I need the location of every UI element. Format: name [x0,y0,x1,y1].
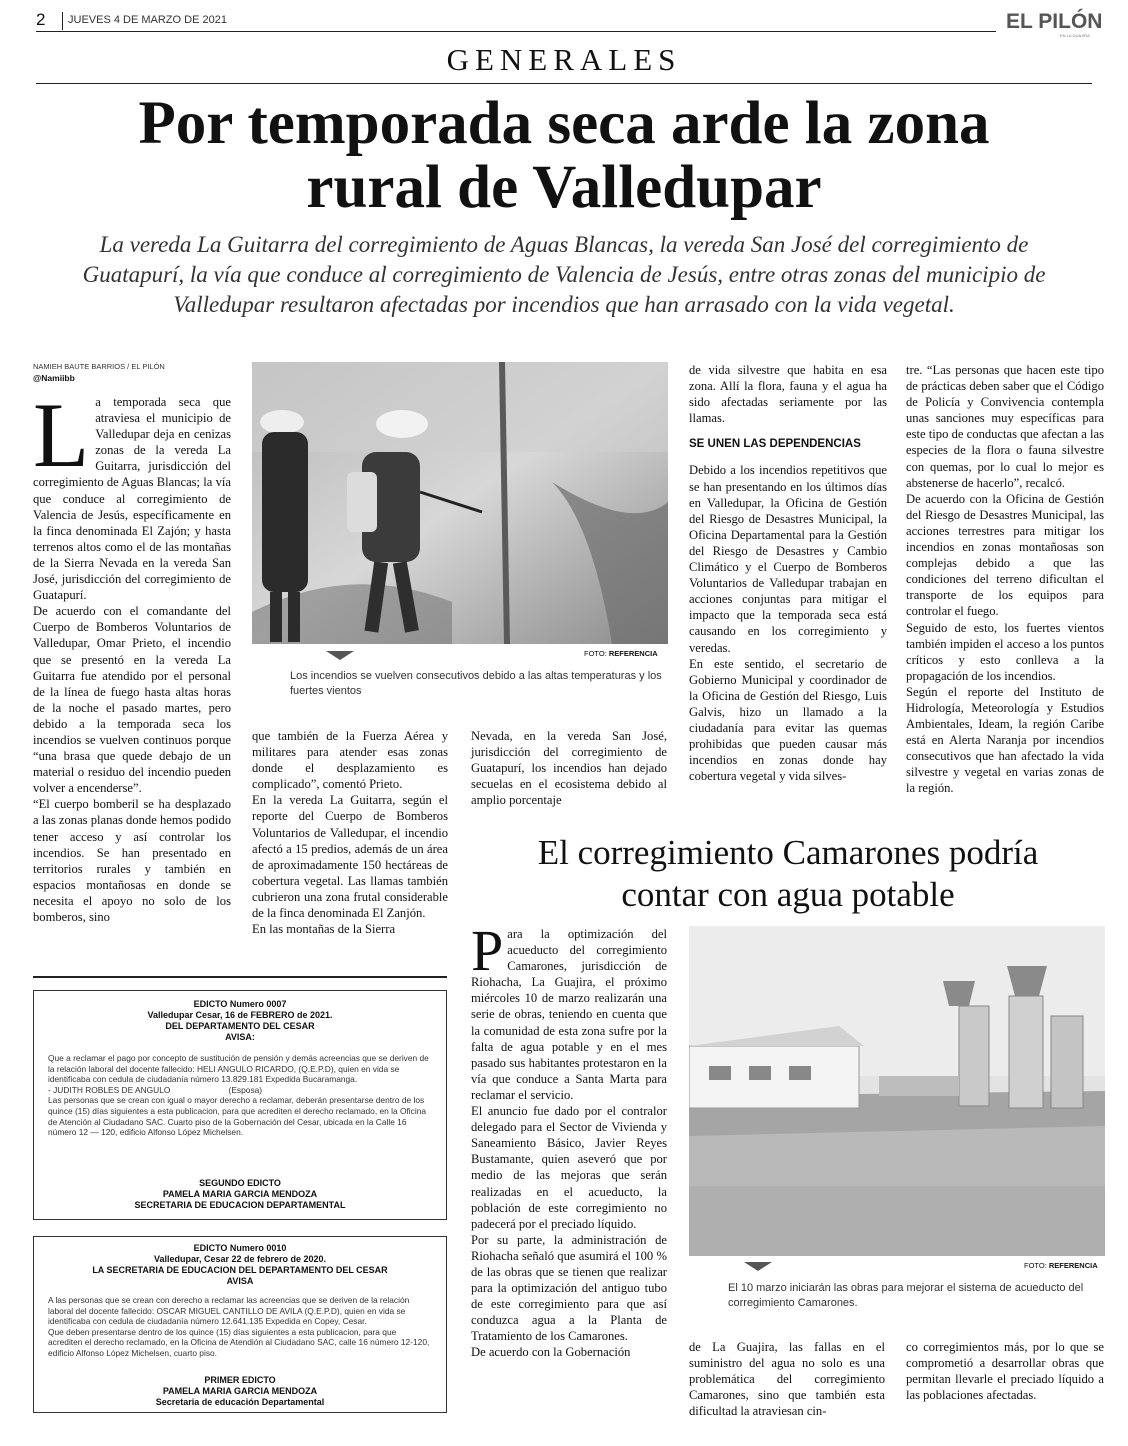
photo2-credit [1024,1261,1098,1270]
headline-line: El corregimiento Camarones podría [537,833,1039,872]
dropcap: L [33,384,90,486]
byline: NAMIEH BAUTE BARRIOS / EL PILÓN [33,362,165,371]
page-number: 2 [36,10,46,29]
paragraph: El anuncio fue dado por el contralor delegado para el Sector de Vivienda y Saneamiento Básico, Javier Reyes Bustamante, quien aseveró que por medio de las mejoras que serán realizadas en el acueducto, la población de este corregimiento no padecerá por el preciado líquido. [471,1104,667,1231]
edicto-signature: PRIMER EDICTO [204,1374,276,1385]
header-divider [62,12,63,30]
photo-credit-label: FOTO: [1024,1261,1047,1270]
article1-column-3 [471,728,667,808]
paragraph: de vida silvestre que habita en esa zona. Allí la flora, fauna y el agua ha sido afectadas seriamente por las llamas. [689,363,887,426]
edicto-place-date: Valledupar, Cesar 22 de febrero de 2020. [153,1254,327,1264]
edicto-signature: PAMELA MARIA GARCIA MENDOZA [162,1188,318,1199]
edicto-title: EDICTO Numero 0007 [193,999,287,1009]
edicto-signature: Secretaria de educación Departamental [155,1396,325,1407]
issue-date: JUEVES 4 DE MARZO DE 2021 [68,14,227,26]
edicto-avisa: AVISA: [225,1032,255,1042]
edicto-signature: PAMELA MARIA GARCIA MENDOZA [162,1385,318,1396]
article1-column-1 [33,384,231,925]
article1-deck: La vereda La Guitarra del corregimiento de Aguas Blancas, la vereda San José del corregimiento de Guatapurí, la vía que conduce al corregimiento de Valencia de Jesús, entre otras zonas del municipio de Valledupar resultaron afectadas por incendios que han arrasado con la vida vegetal. [82,232,1046,317]
paragraph: co corregimientos más, por lo que se comprometió a desarrollar obras que permitan llevarle el preciado líquido a las poblaciones afectadas. [906,1340,1104,1403]
photo-credit-label: FOTO: [584,649,607,658]
edicto-signature: SECRETARIA DE EDUCACION DEPARTAMENTAL [134,1199,346,1210]
caption-pointer-icon [744,1262,772,1271]
paragraph: de La Guajira, las fallas en el suministro del agua no solo es una problemática del corregimiento Camarones, sino que también esta dificultad la atraviesan cin- [689,1340,885,1419]
paragraph: ara la optimización del acueducto del corregimiento Camarones, jurisdicción de Riohacha, La Guajira, el próximo miércoles 10 de marzo realizarán una serie de obras, teniendo en cuenta que la comunidad de esta zona sufre por la falta de agua potable y en el mes pasado sus habitantes protestaron en la vía que conduce a Santa Marta para reclamar el servicio. [471,927,667,1102]
paragraph: En la vereda La Guitarra, según el reporte del Cuerpo de Bomberos Voluntarios de Valledupar, el incendio afectó a 15 predios, además de un área de aproximadamente 150 hectáreas de cobertura vegetal. Las llamas también cubrieron una zona frutal considerable de la finca denominada El Zanjón. [252,793,448,921]
firefighters-photo [252,362,668,644]
article1-column-4 [689,362,887,784]
edicto-0007 [33,990,447,1220]
paragraph: Según el reporte del Instituto de Hidrología, Meteorología y Estudios Ambientales, Ideam, la región Caribe está en Alerta Naranja por incendios consecutivos que han afectado la vida silvestre y vegetal en varias zonas de la región. [906,684,1104,796]
paragraph: Por su parte, la administración de Riohacha señaló que asumirá el 100 % de las obras que se tienen que realizar para la optimización del antiguo tubo de este corregimiento para que así conduzca agua a la Planta de Tratamiento de los Camarones. [471,1232,667,1344]
headline-line: Por temporada seca arde la zona [138,90,990,157]
edicto-title: EDICTO Numero 0010 [193,1243,287,1253]
paragraph: “El cuerpo bomberil se ha desplazado a las zonas planas donde hemos podido tener acceso y así controlar los incendios. Se han presentado en territorios rurales y también en espacios montañosas en donde se necesita el apoyo no solo de los bomberos, sino [33,797,231,924]
paragraph: En las montañas de la Sierra [252,922,396,937]
photo-credit-value: REFERENCIA [608,649,658,658]
edicto-0010 [33,1236,447,1413]
edicto-signature: SEGUNDO EDICTO [199,1177,281,1188]
edicto-paragraph: Que a reclamar el pago por concepto de sustitución de pensión y demás acreencias que se deriven de la relación laboral del docente fallecido: HELI ANGULO RICARDO, (Q.E.P.D), quien en vida se identificaba con cedula de ciudadanía número 13.829.181 Expedida Bucaramanga. [48,1053,429,1085]
edicto-rule [33,976,447,978]
paragraph: que también de la Fuerza Aérea y militares para atender esas zonas donde el desplazamiento es complicado”, comentó Prieto. [252,729,448,792]
article2-column-3 [906,1339,1104,1403]
edicto-department: DEL DEPARTAMENTO DEL CESAR [165,1021,315,1031]
article1-headline [0,92,1128,220]
article2-headline [468,832,1108,916]
paragraph: De acuerdo con la Oficina de Gestión del Riesgo de Desastres Municipal, las acciones terrestres para mitigar los incendios en zonas montañosas son complejas debido a que las condiciones del terreno dificultan el transporte de los equipos para controlar el fuego. [906,491,1104,619]
paragraph: En este sentido, el secretario de Gobierno Municipal y coordinador de la Oficina de Gestión del Riesgo, Luis Galvis, hizo un llamado a la ciudadanía para evitar las quemas prohibidas que pueden causar más incendios en zonas donde hay cobertura vegetal y vida silves- [689,656,887,784]
dropcap: P [471,918,504,983]
subheading: SE UNEN LAS DEPENDENCIAS [689,438,861,451]
paragraph: Debido a los incendios repetitivos que se han presentando en los últimos días en Valledupar, la Oficina de Gestión del Riesgo de Desastres Municipal, la Oficina Departamental para la Gestión del Riesgo de Desastres y Cambio Climático y el Cuerpo de Bomberos Voluntarios de Valledupar trabajan en acciones conjuntas para mitigar el impacto que la temporada seca está causando en los corregimiento y veredas. [689,463,887,655]
headline-line: rural de Valledupar [306,154,822,221]
edicto-paragraph: Que deben presentarse dentro de los quince (15) días siguientes a esta publicacion, para que acrediten el derecho reclamado, en la Oficina de Atendión al Ciudadano SAC, calle 16 número 12-120, edificio Alfonso López Michelsen, cuarto piso. [48,1326,430,1358]
paragraph: Nevada, en la vereda San José, jurisdicción del corregimiento de Guatapurí, los incendios han dejado secuelas en el ecosistema debido al amplio porcentaje [471,729,667,808]
aqueduct-photo-image [689,926,1105,1256]
paragraph: De acuerdo con la Gobernación [471,1345,631,1360]
section-rule [36,83,1092,84]
article1-column-5 [906,362,1104,797]
header-rule [36,31,996,32]
headline-line: contar con agua potable [621,875,955,914]
photo1-credit [584,649,658,658]
edicto-paragraph: Las personas que se crean con igual o mayor derecho a reclamar, deberán presentarse dentro de los quince (15) días siguientes a esta publicacion, para que acrediten el derecho reclamado, en la Oficina de Atención al Ciudadano SAC. Cuarto piso de la Gobernación del Cesar, ubicada en la Calle 16 número 12 — 120, edificio Alfonso López Michelsen. [48,1095,427,1138]
edicto-department: LA SECRETARIA DE EDUCACION DEL DEPARTAMENTO DEL CESAR [92,1265,388,1275]
photo1-caption: Los incendios se vuelven consecutivos debido a las altas temperaturas y los fuertes vientos [290,670,662,697]
edicto-place-date: Valledupar Cesar, 16 de FEBRERO de 2021. [147,1010,333,1020]
article2-column-1 [471,918,667,1361]
masthead-logo: EL PILÓN [1006,10,1103,33]
firefighters-photo-image [252,362,668,644]
article2-column-2 [689,1339,885,1419]
paragraph: Seguido de esto, los fuertes vientos también impiden el acceso a los puntos críticos y esto conlleva a la propagación de los incendios. [906,620,1104,683]
article1-column-2 [252,728,448,937]
paragraph: tre. “Las personas que hacen este tipo de prácticas deben saber que el Código de Policía y Convivencia contempla unas sanciones muy específicas para este tipo de conductas que afectan a las especies de la flora o fauna silvestre con quemas, por lo cual lo mejor es abstenerse de hacerlo”, recalcó. [906,363,1104,490]
caption-pointer-icon [326,651,354,660]
edicto-paragraph: A las personas que se crean con derecho a reclamar las acreencias que se deriven de la relación laboral del docente fallecido: OSCAR MIGUEL CANTILLO DE AVILA (Q.E.P.D), quien en vida se identificaba con cedula de ciudadanía número 12.641.135 Expedida en Copey, Cesar. [48,1295,410,1327]
byline-handle: @Namiibb [33,373,75,383]
edicto-avisa: AVISA [226,1276,254,1286]
edicto-paragraph: - JUDITH ROBLES DE ANGULO (Esposa) [48,1084,263,1095]
section-title: GENERALES [446,42,682,77]
photo-credit-value: REFERENCIA [1048,1261,1098,1270]
masthead-tagline: EN LA GUAJIRA [1060,33,1090,38]
paragraph: De acuerdo con el comandante del Cuerpo de Bomberos Voluntarios de Valledupar, Omar Prieto, el incendio que se presentó en la vereda La Guitarra fue atendido por el personal de la línea de fuego hasta altas horas de la noche el pasado martes, pero debido a la temporada seca los incendios se vuelven continuos porque “una brasa que quede debajo de un material o residuo del incendio pueden volver a encenderse”. [33,604,231,796]
aqueduct-photo [689,926,1105,1256]
paragraph: a temporada seca que atraviesa el municipio de Valledupar deja en cenizas zonas de la vereda La Guitarra, jurisdicción del corregimiento de Aguas Blancas; la vía que conduce al corregimiento de Valencia de Jesús, específicamente en la finca denominada El Zajón; y hasta terrenos altos como el de las montañas de la Sierra Nevada en la vereda San José, jurisdicción del corregimiento de Guatapurí. [33,395,231,603]
photo2-caption: El 10 marzo iniciarán las obras para mejorar el sistema de acueducto del corregimiento Camarones. [728,1282,1084,1309]
